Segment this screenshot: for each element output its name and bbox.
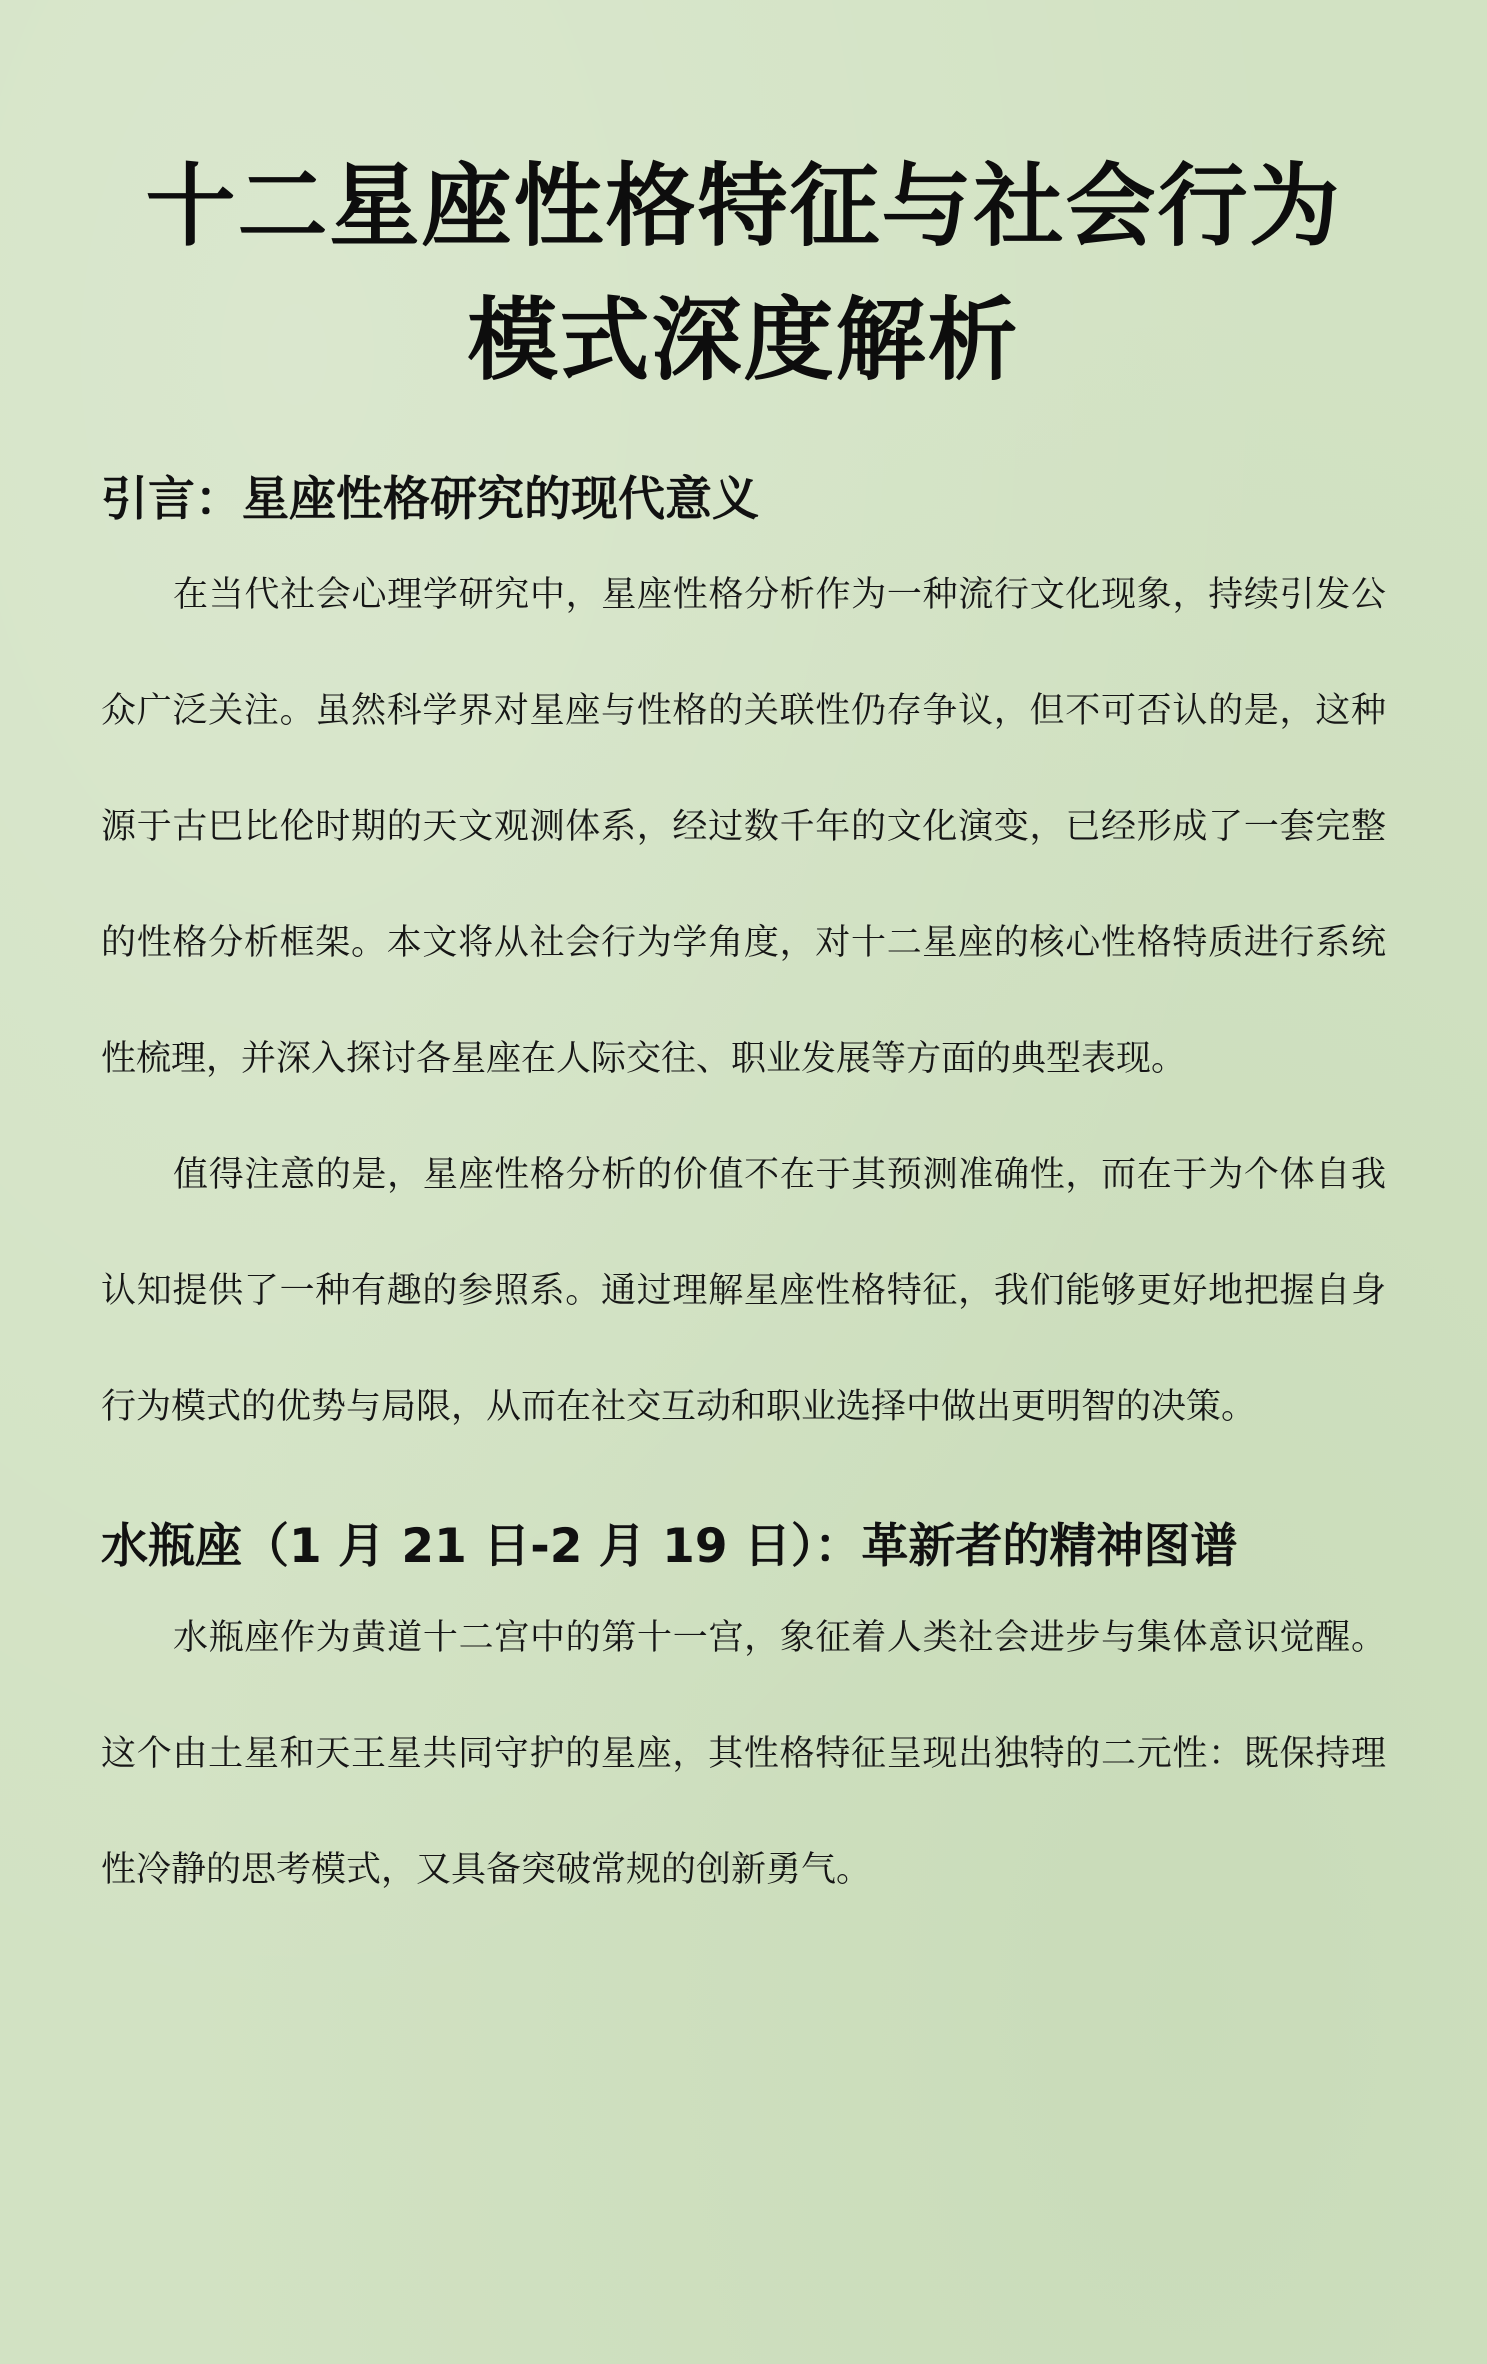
section-aquarius [101, 1517, 1386, 1928]
section-heading-introduction: 引言：星座性格研究的现代意义 [101, 472, 759, 527]
paragraph-aquarius-1: 水瓶座作为黄道十二宫中的第十一宫，象征着人类社会进步与集体意识觉醒。这个由土星和天王星共同守护的星座，其性格特征呈现出独特的二元性：既保持理性冷静的思考模式，又具备突破常规的创新勇气。 [101, 1618, 1386, 1890]
document-title [101, 0, 1386, 408]
paragraph-introduction-1: 在当代社会心理学研究中，星座性格分析作为一种流行文化现象，持续引发公众广泛关注。虽然科学界对星座与性格的关联性仍存争议，但不可否认的是，这种源于古巴比伦时期的天文观测体系，经过数千年的文化演变，已经形成了一套完整的性格分析框架。本文将从社会行为学角度，对十二星座的核心性格特质进行系统性梳理，并深入探讨各星座在人际交往、职业发展等方面的典型表现。 [101, 575, 1386, 1079]
paragraph-introduction-2: 值得注意的是，星座性格分析的价值不在于其预测准确性，而在于为个体自我认知提供了一种有趣的参照系。通过理解星座性格特征，我们能够更好地把握自身行为模式的优势与局限，从而在社交互动和职业选择中做出更明智的决策。 [101, 1155, 1386, 1427]
document-title-line-2: 模式深度解析 [467, 288, 1020, 393]
document-title-line-1: 十二星座性格特征与社会行为 [145, 154, 1342, 259]
section-introduction [101, 470, 1386, 1465]
section-heading-aquarius: 水瓶座（1 月 21 日-2 月 19 日）：革新者的精神图谱 [101, 1519, 1238, 1574]
